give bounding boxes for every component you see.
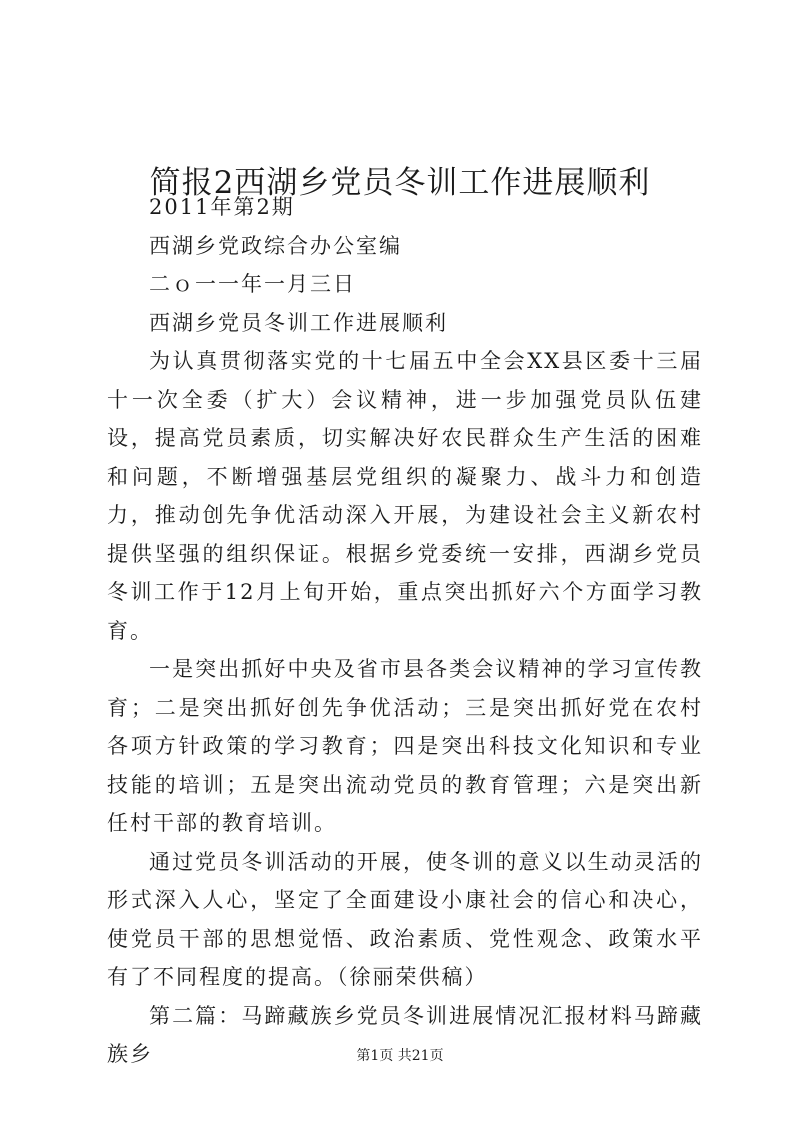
page-footer: 第1页 共21页: [356, 1048, 444, 1064]
paragraph: 通过党员冬训活动的开展，使冬训的意义以生动灵活的形式深入人心，坚定了全面建设小康社会的信心和决心，使党员干部的思想觉悟、政治素质、党性观念、政策水平有了不同程度的提高。（徐丽荣供稿）: [107, 849, 703, 989]
document-body: [107, 188, 703, 1074]
paragraph: 为认真贯彻落实党的十七届五中全会XX县区委十三届十一次全委（扩大）会议精神，进一步加强党员队伍建设，提高党员素质，切实解决好农民群众生产生活的困难和问题，不断增强基层党组织的凝聚力、战斗力和创造力，推动创先争优活动深入开展，为建设社会主义新农村提供坚强的组织保证。根据乡党委统一安排，西湖乡党员冬训工作于12月上旬开始，重点突出抓好六个方面学习教育。: [107, 349, 703, 643]
issue-number: 2011年第2期: [149, 195, 295, 219]
document-title: 简报2西湖乡党员冬训工作进展顺利: [149, 164, 651, 201]
paragraph: 第二篇：马蹄藏族乡党员冬训进展情况汇报材料马蹄藏族乡: [107, 1003, 703, 1066]
date-line: 二ｏ一一年一月三日: [149, 272, 356, 296]
article-subtitle: 西湖乡党员冬训工作进展顺利: [149, 310, 448, 335]
editor-line: 西湖乡党政综合办公室编: [149, 233, 402, 258]
paragraph: 一是突出抓好中央及省市县各类会议精神的学习宣传教育；二是突出抓好创先争优活动；三是突出抓好党在农村各项方针政策的学习教育；四是突出科技文化知识和专业技能的培训；五是突出流动党员的教育管理；六是突出新任村干部的教育培训。: [107, 657, 703, 835]
